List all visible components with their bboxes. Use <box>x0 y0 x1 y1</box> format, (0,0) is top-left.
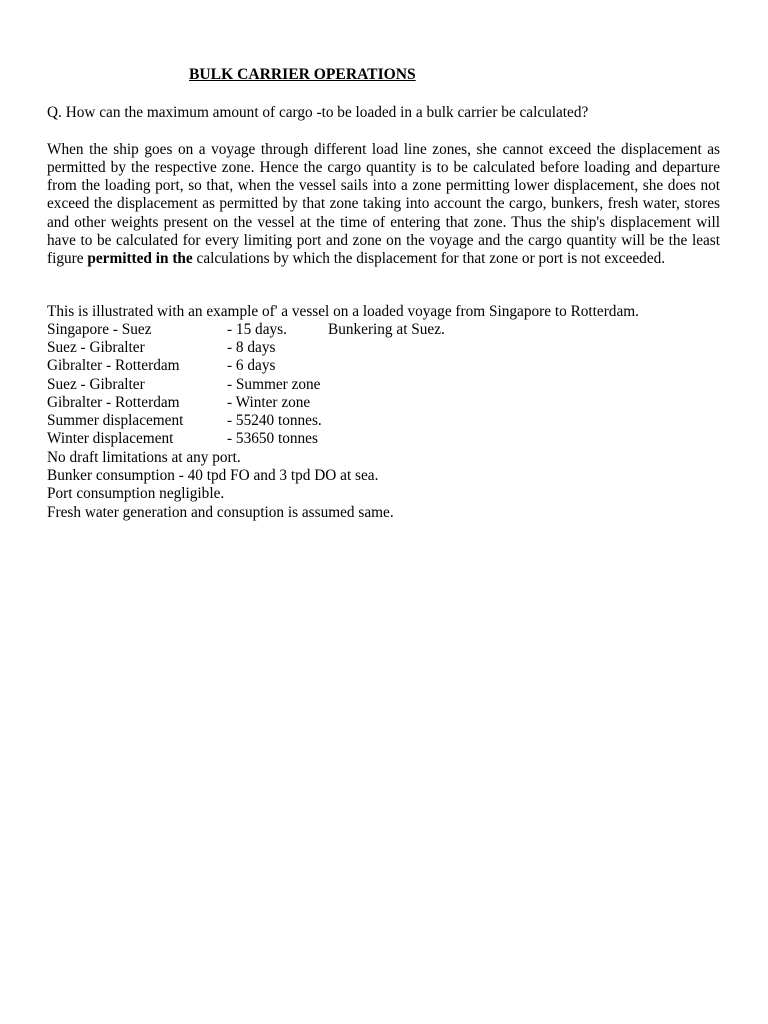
fact-value: - 15 days. <box>227 321 287 338</box>
voyage-fact-row <box>47 430 720 448</box>
note-line: No draft limitations at any port. <box>47 449 241 466</box>
fact-label: Suez - Gibralter <box>47 339 145 357</box>
note-line: Port consumption negligible. <box>47 485 225 503</box>
question-text: Q. How can the maximum amount of cargo -to be loaded in a bulk carrier be calculated? <box>47 104 589 121</box>
fact-value: - Summer zone <box>227 375 321 393</box>
fact-label: Summer displacement <box>47 411 184 429</box>
voyage-fact-row <box>47 321 720 339</box>
voyage-fact-row <box>47 339 720 357</box>
fact-label: Gibralter - Rotterdam <box>47 393 180 411</box>
document-title: BULK CARRIER OPERATIONS <box>189 66 416 83</box>
voyage-fact-row <box>47 357 720 375</box>
notes-list <box>47 449 720 522</box>
voyage-facts-list <box>47 321 720 448</box>
fact-label: Singapore - Suez <box>47 321 152 338</box>
fact-label: Gibralter - Rotterdam <box>47 357 180 375</box>
fact-value: - 53650 tonnes <box>227 430 318 448</box>
fact-extra: Bunkering at Suez. <box>328 321 445 338</box>
explanation-paragraph <box>47 141 720 268</box>
fact-value: - 6 days <box>227 357 276 375</box>
fact-value: - Winter zone <box>227 393 311 411</box>
voyage-fact-row <box>47 394 720 412</box>
paragraph-text-start: When the ship goes on a voyage through different load line zones, she cannot exceed the displacement as permitted by the respective zone. Hence the cargo quantity is to be calculated before loading and departure from the loading port, so that, when the vessel sails into a zone permitting lower displacement, she does not exceed the displacement as permitted by that zone taking into account the cargo, bunkers, fresh water, stores and other weights present on the vessel at the time of entering that zone. Thus the ship's displacement will have to be calculated for every limiting port and zone on the voyage and the cargo quantity will be the least figure <box>47 141 720 267</box>
example-intro: This is illustrated with an example of' a vessel on a loaded voyage from Singapore to Rotterdam. <box>47 303 639 320</box>
fact-label: Winter displacement <box>47 430 174 448</box>
note-line: Bunker consumption - 40 tpd FO and 3 tpd DO at sea. <box>47 467 379 485</box>
voyage-fact-row <box>47 376 720 394</box>
note-line: Fresh water generation and consuption is assumed same. <box>47 503 394 521</box>
fact-value: - 8 days <box>227 339 276 357</box>
voyage-fact-row <box>47 412 720 430</box>
paragraph-bold-text: permitted in the <box>87 249 193 267</box>
paragraph-text-end: calculations by which the displacement for that zone or port is not exceeded. <box>192 249 666 267</box>
fact-value: - 55240 tonnes. <box>227 411 322 429</box>
fact-label: Suez - Gibralter <box>47 375 145 393</box>
